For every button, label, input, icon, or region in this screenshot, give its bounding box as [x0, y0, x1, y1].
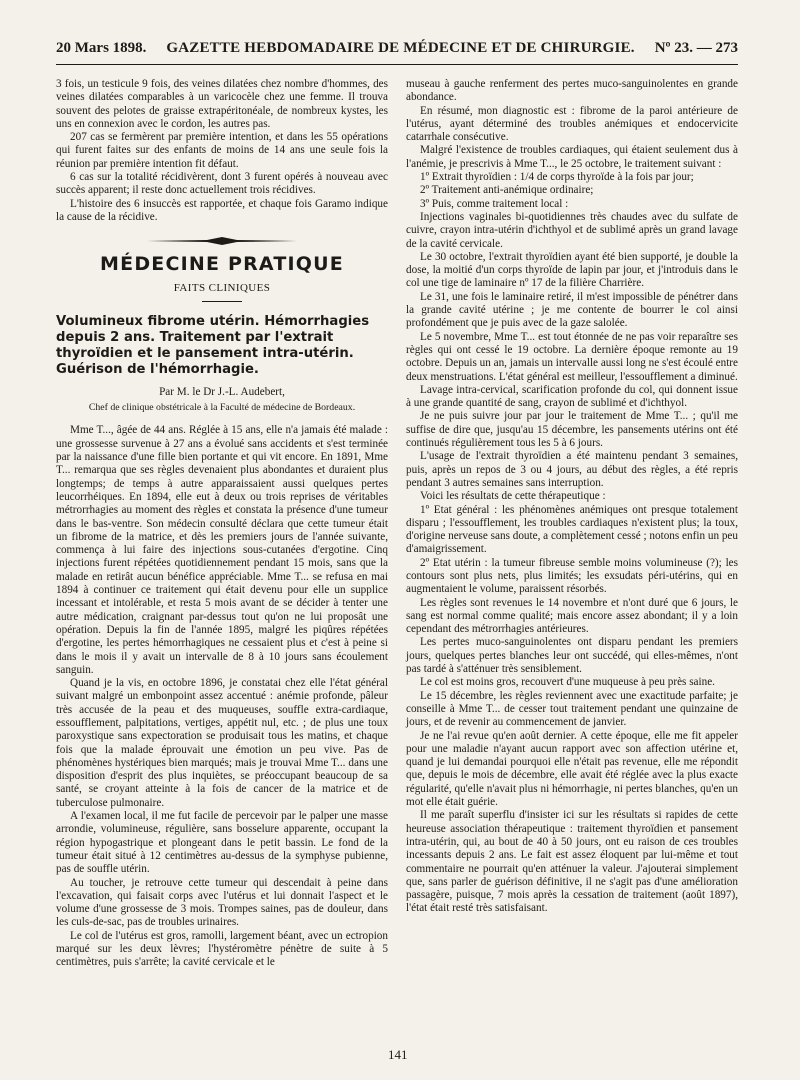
running-header — [56, 40, 738, 60]
ornament-divider — [147, 236, 297, 246]
paragraph: Quand je la vis, en octobre 1896, je constatai chez elle l'état général suivant malgré un embonpoint assez accentué : anémie profonde, pâleur très accusée de la peau et des muqueuses, souffle extra-cardiaque, essoufflement, palpitations, vertiges, appétit nul, etc. ; de plus une toux paroxystique sans expectoration se produisait tous les matins, et chaque fois que la malade éprouvait une émotion un peu vive. Pas de phénomènes hystériques bien marqués; mais je trouvai Mme T... dans une disposition d'esprit des plus inquiètes, se préoccupant beaucoup de sa santé, se croyant atteinte à la fois de cancer de la matrice et de tuberculose pulmonaire. — [56, 677, 388, 809]
affiliation: Chef de clinique obstétricale à la Faculté de médecine de Bordeaux. — [88, 402, 356, 414]
header-journal-title: GAZETTE HEBDOMADAIRE DE MÉDECINE ET DE CHIRURGIE. — [166, 40, 635, 56]
paragraph: Le 31, une fois le laminaire retiré, il m'est impossible de pénétrer dans la grande cavité utérine ; je me contente de bourrer le col ainsi profondément que je puis avec de la gaze salolée. — [406, 290, 738, 330]
paragraph: museau à gauche renferment des pertes muco-sanguinolentes en grande abondance. — [406, 78, 738, 104]
paragraph: Lavage intra-cervical, scarification profonde du col, qui donnent issue à une grande quantité de sang, crayon de sublimé et d'ichthyol. — [406, 383, 738, 410]
paragraph: Les pertes muco-sanguinolentes ont disparu pendant les premiers jours, quelques pertes blanches leur ont succédé, qui elles-mêmes, n'ont pas tardé à s'atténuer très sensiblement. — [406, 636, 738, 676]
paragraph: Je ne l'ai revue qu'en août dernier. A cette époque, elle me fit appeler pour une maladie n'ayant aucun rapport avec son affection utérine et, quand je lui demandai pourquoi elle n'était pas revenue, elle me répondit que, depuis le mois de décembre, elle avait été réglée avec la plus exacte régularité, qu'elle n'avait plus ni hémorrhagie, ni pertes blanches, qu'en un mot elle était guérie. — [406, 729, 738, 809]
paragraph: 3 fois, un testicule 9 fois, des veines dilatées chez nombre d'hommes, des veines dilatées comparables à un varicocèle chez une femme. Il trouva souvent des pelotes de graisse extrapéritonéale, de nombreux kystes, les uns en connexion avec le cordon, les autres pas. — [56, 78, 388, 130]
paragraph: Le 30 octobre, l'extrait thyroïdien ayant été bien supporté, je double la dose, la moitié d'un corps thyroïde de lapin par jour, et j'introduis dans le col une tige de laminaire nº 17 de la filière Charrière. — [406, 250, 738, 290]
paragraph: Le 15 décembre, les règles reviennent avec une exactitude parfaite; je conseille à Mme T... de cesser tout traitement pendant une quinzaine de jours, et de revenir au commencement de janvier. — [406, 689, 738, 729]
header-issue-page: Nº 23. — 273 — [654, 40, 738, 56]
paragraph: Je ne puis suivre jour par jour le traitement de Mme T... ; qu'il me suffise de dire que, jusqu'au 15 décembre, les pansements utérins ont été continués régulièrement tous les 5 à 6 jours. — [406, 410, 738, 450]
paragraph: En résumé, mon diagnostic est : fibrome de la paroi antérieure de l'utérus, ayant déterminé des troubles anémiques et endocervicite catarrhale consécutive. — [406, 104, 738, 144]
list-item: 3º Puis, comme traitement local : — [420, 197, 569, 210]
article-title: Volumineux fibrome utérin. Hémorrhagies depuis 2 ans. Traitement par l'extrait thyroïdien et le pansement intra-utérin. Guérison de l'hémorrhagie. — [56, 313, 370, 377]
header-date: 20 Mars 1898. — [56, 40, 147, 56]
paragraph: A l'examen local, il me fut facile de percevoir par le palper une masse arrondie, volumineuse, régulière, sans bosselure apparente, occupant la région hypogastrique et plongeant dans le petit bassin. Le fond de la tumeur était situé à 12 centimètres au-dessus de la symphyse pubienne, pas de souffle utérin. — [56, 810, 388, 876]
paragraph: Les règles sont revenues le 14 novembre et n'ont duré que 6 jours, le sang est normal comme qualité; mais encore assez abondant; il y a loin cependant des métrorrhagies antérieures. — [406, 596, 738, 636]
page-number: 141 — [388, 1047, 408, 1062]
paragraph: Malgré l'existence de troubles cardiaques, qui étaient seulement dus à l'anémie, je prescrivis à Mme T..., le 25 octobre, le traitement suivant : — [406, 144, 738, 170]
paragraph: 1º Etat général : les phénomènes anémiques ont presque totalement disparu ; l'essoufflement, les troubles cardiaques n'existent plus; la toux, d'origine nerveuse sans doute, a complètement cessé ; notons enfin un peu d'amaigrissement. — [406, 503, 738, 556]
right-column — [406, 78, 738, 916]
subsection-rule — [202, 301, 242, 302]
byline: Par M. le Dr J.-L. Audebert, — [159, 385, 285, 398]
paragraph: Injections vaginales bi-quotidiennes très chaudes avec du sulfate de cuivre, crayon intra-utérin d'ichthyol et de sublimé après un grand lavage de la cavité cervicale. — [406, 210, 738, 250]
paragraph: L'usage de l'extrait thyroïdien a été maintenu pendant 3 semaines, puis, après un repos de 3 ou 4 jours, au début des règles, a été repris pendant 3 autres semaines sans interruption. — [406, 450, 738, 489]
section-title: MÉDECINE PRATIQUE — [100, 253, 344, 276]
list-item: 1º Extrait thyroïdien : 1/4 de corps thyroïde à la fois par jour; — [420, 171, 694, 184]
header-rule — [56, 64, 738, 65]
paragraph: 2º Etat utérin : la tumeur fibreuse semble moins volumineuse (?); les contours sont plus nets, plus limités; les exsudats péri-utérins, qui en augmentaient le volume, paraissent résorbés. — [406, 556, 738, 596]
paragraph: 207 cas se fermèrent par première intention, et dans les 55 opérations qui furent faites sur des enfants de moins de 14 ans une seule fois la réunion par première intention fit défaut. — [56, 131, 388, 170]
paragraph: Le col de l'utérus est gros, ramolli, largement béant, avec un ectropion marqué sur les deux lèvres; l'hystéromètre pénètre de suite à 5 centimètres, puis s'arrête; la cavité cervicale et le — [56, 929, 388, 969]
paragraph: Le col est moins gros, recouvert d'une muqueuse à peu près saine. — [420, 676, 715, 689]
paragraph: 6 cas sur la totalité récidivèrent, dont 3 furent opérés à nouveau avec succès apparent; il reste donc actuellement trois récidives. — [56, 171, 388, 197]
paragraph: Mme T..., âgée de 44 ans. Réglée à 15 ans, elle n'a jamais été malade : une grossesse survenue à 27 ans a évolué sans accidents et s'est terminée par la naissance d'une fille bien portante et qui vit encore. En 1891, Mme T... remarqua que ses règles devenaient plus abondantes et duraient plus longtemps; de temps à autre apparaissaient aussi quelques pertes leucorrhéiques. En 1894, elle eut à deux ou trois reprises de véritables métrorrhagies au moment des règles et constata la présence d'une tumeur dans le bas-ventre. Son médecin consulté déclara que cette tumeur était un fibrome de la matrice, et dès les premiers jours de l'année suivante, commença à lui faire des injections sous-cutanées d'ergotine. Cinq injections furent répétées quotidiennement pendant 15 mois, sans que la malade en retirât aucun bénéfice appréciable. Mme T... se refusa en mai 1894 à continuer ce traitement qui était devenu pour elle un supplice incessant et intolérable, et resta 5 mois avant de se décider à tenter une autre médication, craignant par-dessus tout qu'on ne lui proposât une opération. Depuis la fin de l'année 1895, malgré les piqûres répétées d'ergotine, les pertes hémorrhagiques ne cessaient plus et c'est à peine si dans le mois il y avait un intervalle de 8 à 10 jours sans écoulement sanguin. — [56, 424, 388, 676]
paragraph: Au toucher, je retrouve cette tumeur qui descendait à peine dans l'excavation, qui faisait corps avec l'utérus et lui donnait l'aspect et le volume d'une grossesse de 3 mois. Trompes saines, pas de douleur, dans les culs-de-sac, pas de troubles urinaires. — [56, 876, 388, 929]
list-item: 2º Traitement anti-anémique ordinaire; — [420, 184, 594, 197]
paragraph: Le 5 novembre, Mme T... est tout étonnée de ne pas voir reparaître ses règles qui ont cessé le 19 octobre. La dernière époque remonte au 19 octobre. Depuis un an, jamais un intervalle aussi long ne s'est écoulé entre deux menstruations. L'état général est meilleur, l'essoufflement a diminué. — [406, 330, 738, 383]
paragraph: L'histoire des 6 insuccès est rapportée, et chaque fois Garamo indique la cause de la récidive. — [56, 197, 388, 223]
paragraph: Voici les résultats de cette thérapeutique : — [420, 490, 606, 503]
paragraph: Il me paraît superflu d'insister ici sur les résultats si rapides de cette heureuse association thérapeutique : traitement thyroïdien et pansement intra-utérin, qui, au bout de 40 à 50 jours, ont eu raison de ces troubles incessants depuis 2 ans. Le fait est assez éloquent par lui-même et tout commentaire ne pourrait qu'en atténuer la valeur. J'ajouterai simplement que, sans parler de guérison définitive, il ne s'agit pas d'une amélioration passagère, puisque, 7 mois après la cessation de traitement (août 1897), l'état était resté très satisfaisant. — [406, 809, 738, 915]
left-column — [56, 78, 388, 970]
subsection-title: FAITS CLINIQUES — [173, 281, 271, 294]
